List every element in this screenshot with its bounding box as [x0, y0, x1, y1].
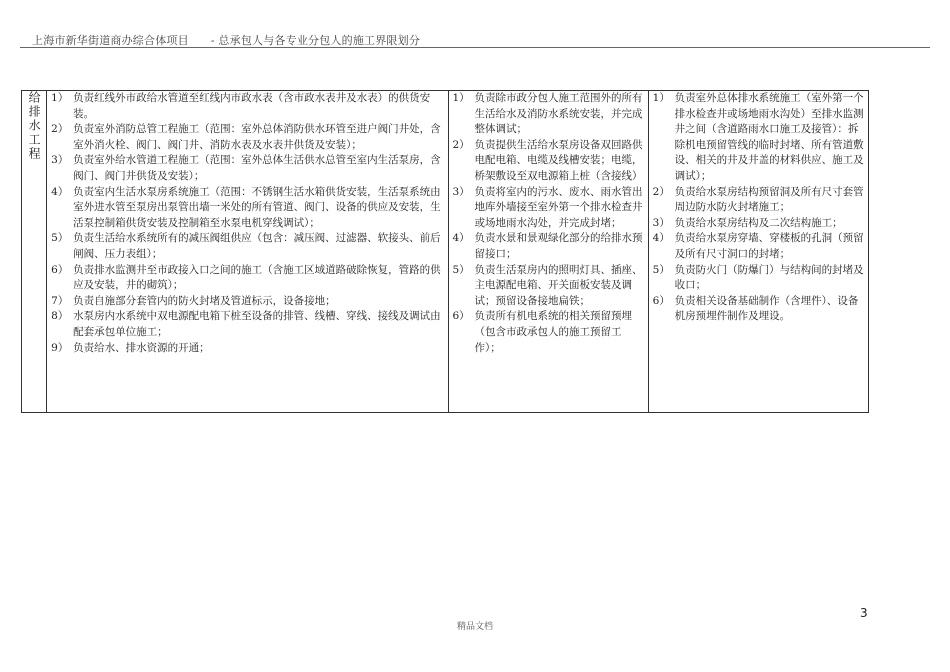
item-text: 负责除市政分包人施工范围外的所有生活给水及消防水系统安装，并完成整体调试；	[474, 92, 643, 136]
table-row	[22, 91, 869, 413]
item-text: 水泵房内水系统中双电源配电箱下桩至设备的排管、线槽、穿线、接线及调试由配套承包单位施工；	[73, 310, 441, 338]
col1-list	[47, 91, 447, 356]
item-number: 4）	[652, 232, 670, 245]
list-item	[453, 309, 644, 356]
project-title: 上海市新华街道商办综合体项目	[32, 34, 189, 47]
item-number: 4）	[51, 185, 69, 198]
item-text: 负责给水泵房结构预留洞及所有尺寸套管周边防水防火封堵施工；	[674, 185, 864, 214]
item-text: 负责所有机电系统的相关预留预埋（包含市政承包人的施工预留工作）；	[474, 310, 632, 354]
item-text: 负责将室内的污水、废水、雨水管出地库外墙接至室外第一个排水检查井或场地雨水沟处，并完成封堵；	[474, 185, 643, 229]
item-number: 3）	[452, 185, 470, 198]
list-item	[453, 231, 644, 262]
item-text: 负责提供生活给水泵房设备双回路供电配电箱、电缆及线槽安装；电缆，桥架敷设至双电源箱上桩（含接线）	[474, 138, 643, 182]
item-text: 负责自施部分套管内的防火封堵及管道标示，设备接地；	[73, 294, 336, 307]
item-text: 负责生活泵房内的照明灯具、插座、主电源配电箱、开关面板安装及调试；预留设备接地扁铁；	[474, 263, 643, 307]
item-text: 负责红线外市政给水管道至红线内市政水表（含市政水表井及水表）的供货安装。	[73, 92, 431, 120]
col3-list	[649, 91, 868, 325]
col2-list	[449, 91, 648, 356]
item-number: 5）	[452, 263, 470, 276]
item-number: 9）	[51, 341, 69, 354]
list-item	[653, 231, 864, 262]
item-number: 1）	[452, 92, 470, 104]
item-text: 负责给水泵房结构及二次结构施工；	[674, 216, 843, 229]
list-item	[51, 263, 443, 294]
item-number: 3）	[51, 154, 69, 167]
list-item	[453, 185, 644, 232]
item-number: 3）	[652, 216, 670, 229]
item-number: 1）	[51, 92, 69, 104]
item-text: 负责室内生活水泵房系统施工（范围：不锈钢生活水箱供货安装，生活泵系统由室外进水管至泵房出泵管出墙一米处的所有管道、阀门、设备的供应及安装，生活泵控制箱供货安装及控制箱至水泵电机穿线调试）；	[73, 185, 441, 229]
footer-watermark: 精品文档	[456, 622, 493, 632]
header-rule	[20, 47, 930, 48]
item-number: 8）	[51, 310, 69, 323]
item-text: 负责室外总体排水系统施工（室外第一个排水检查井或场地雨水沟处）至排水监测井之间（含道路雨水口施工及接管）：拆除机电预留管线的临时封堵、所有管道敷设、相关的井及井盖的材料供应、施工及调试）；	[674, 92, 864, 182]
item-number: 1）	[652, 92, 670, 104]
item-number: 2）	[452, 138, 470, 151]
scope-table	[21, 90, 869, 413]
item-text: 负责生活给水系统所有的减压阀组供应（包含：减压阀、过滤器、软接头、前后闸阀、压力表组）；	[73, 232, 441, 260]
list-item	[51, 309, 443, 340]
item-text: 负责相关设备基础制作（含埋件）、设备机房预埋件制作及埋设。	[674, 294, 859, 323]
list-item	[51, 294, 443, 310]
list-item	[51, 122, 443, 153]
list-item	[51, 185, 443, 232]
item-text: 负责室外消防总管工程施工（范围：室外总体消防供水环管至进户阀门井处，含室外消火栓、阀门、阀门井、消防水表及水表井供货及安装）；	[73, 123, 441, 151]
item-number: 7）	[51, 294, 69, 307]
item-number: 6）	[51, 263, 69, 276]
item-number: 5）	[51, 232, 69, 245]
item-text: 负责给水泵房穿墙、穿楼板的孔洞（预留及所有尺寸洞口的封堵；	[674, 232, 864, 260]
page-header	[32, 32, 420, 48]
list-item	[453, 138, 644, 185]
item-number: 4）	[452, 232, 470, 245]
civil-subcontractor-column	[648, 91, 868, 413]
list-item	[51, 153, 443, 184]
list-item	[453, 263, 644, 310]
general-contractor-column	[47, 91, 448, 413]
item-text: 负责室外给水管道工程施工（范围：室外总体生活供水总管至室内生活泵房，含阀门、阀门井供货及安装）；	[73, 154, 441, 182]
item-number: 6）	[452, 310, 470, 323]
page-number: 3	[860, 606, 868, 620]
list-item	[653, 91, 864, 185]
item-text: 负责水景和景观绿化部分的给排水预留接口；	[474, 232, 643, 260]
list-item	[51, 341, 443, 357]
item-text: 负责给水、排水资源的开通；	[73, 341, 210, 354]
item-number: 5）	[652, 263, 670, 276]
mep-subcontractor-column	[448, 91, 648, 413]
item-number: 2）	[51, 123, 69, 136]
list-item	[653, 263, 864, 294]
list-item	[653, 185, 864, 216]
list-item	[653, 294, 864, 325]
list-item	[51, 231, 443, 262]
document-subtitle: - 总承包人与各专业分包人的施工界限划分	[210, 34, 421, 47]
list-item	[453, 91, 644, 138]
category-cell	[22, 91, 47, 413]
list-item	[653, 216, 864, 232]
list-item	[51, 91, 443, 122]
item-number: 2）	[652, 185, 670, 198]
category-label: 给排水工程	[27, 91, 42, 161]
item-number: 6）	[652, 294, 670, 307]
item-text: 负责排水监测井至市政接入口之间的施工（含施工区域道路破除恢复，管路的供应及安装，井的砌筑）；	[73, 263, 441, 292]
item-text: 负责防火门（防爆门）与结构间的封堵及收口；	[674, 263, 864, 292]
